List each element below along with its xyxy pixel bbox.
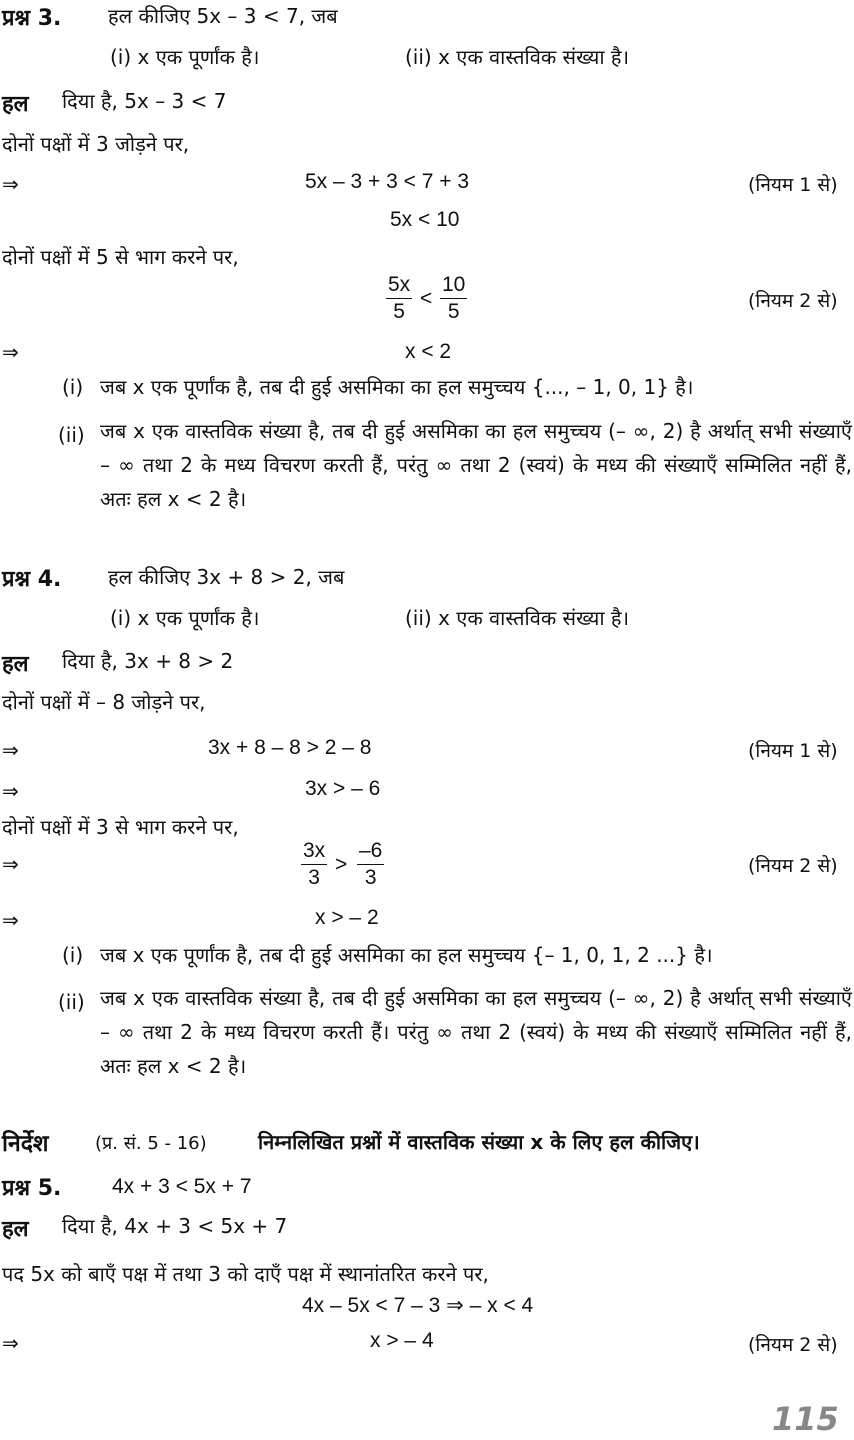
page-number: 115 bbox=[772, 1400, 839, 1438]
q3-equation-2: 5x < 10 bbox=[390, 208, 460, 231]
q4-step-1: दोनों पक्षों में – 8 जोड़ने पर, bbox=[2, 690, 206, 714]
q3-result-1-num: (i) bbox=[62, 375, 84, 399]
q5-equation-2: x > – 4 bbox=[370, 1329, 434, 1352]
q4-option-2: (ii) x एक वास्तविक संख्या है। bbox=[405, 606, 630, 630]
q3-fraction-left-denominator: 5 bbox=[393, 300, 405, 323]
q3-equation-1: 5x – 3 + 3 < 7 + 3 bbox=[305, 170, 470, 193]
q3-result-2-text: जब x एक वास्तविक संख्या है, तब दी हुई असमिका का हल समुच्चय (– ∞, 2) है अर्थात् सभी संख्याएँ – ∞ तथा 2 के मध्य विचरण करती हैं, परंतु ∞ तथा 2 (स्वयं) के मध्य की संख्याएँ सम्मिलित नहीं हैं, अतः हल x < 2 है। bbox=[100, 419, 852, 511]
q3-title: प्रश्न 3. bbox=[2, 6, 62, 31]
q4-title: प्रश्न 4. bbox=[2, 567, 62, 592]
q4-fraction-left-denominator: 3 bbox=[308, 866, 320, 889]
q5-rule: (नियम 2 से) bbox=[748, 1334, 838, 1356]
q4-result-2-num: (ii) bbox=[58, 990, 85, 1014]
q4-equation-1: 3x + 8 – 8 > 2 – 8 bbox=[208, 736, 372, 759]
q4-equation-3: x > – 2 bbox=[315, 906, 379, 929]
q5-solution-label: हल bbox=[2, 1217, 29, 1242]
q3-result-1-text: जब x एक पूर्णांक है, तब दी हुई असमिका का हल समुच्चय {..., – 1, 0, 1} है। bbox=[100, 375, 694, 399]
implies-arrow: ⇒ bbox=[2, 738, 19, 762]
q4-fraction-right-numerator: –6 bbox=[357, 838, 384, 865]
q3-fraction-right-denominator: 5 bbox=[447, 300, 460, 323]
q3-option-1: (i) x एक पूर्णांक है। bbox=[110, 45, 260, 69]
implies-arrow: ⇒ bbox=[2, 1331, 19, 1355]
q4-fraction-left-numerator: 3x bbox=[301, 838, 327, 865]
q4-statement: हल कीजिए 3x + 8 > 2, जब bbox=[108, 565, 345, 589]
implies-arrow: ⇒ bbox=[2, 779, 19, 803]
q5-step-1: पद 5x को बाएँ पक्ष में तथा 3 को दाएँ पक्ष में स्थानांतरित करने पर, bbox=[2, 1262, 489, 1286]
q4-solution-label: हल bbox=[2, 652, 29, 677]
q3-fraction-left-numerator: 5x bbox=[386, 272, 412, 299]
q3-solution-label: हल bbox=[2, 92, 29, 117]
q5-equation-1: 4x – 5x < 7 – 3 ⇒ – x < 4 bbox=[302, 1294, 534, 1317]
q4-rule-2: (नियम 2 से) bbox=[748, 855, 838, 877]
directive-text: निम्नलिखित प्रश्नों में वास्तविक संख्या x के लिए हल कीजिए। bbox=[258, 1130, 700, 1154]
q3-step-2: दोनों पक्षों में 5 से भाग करने पर, bbox=[2, 245, 239, 269]
q4-fraction-left bbox=[301, 838, 327, 891]
implies-arrow: ⇒ bbox=[2, 340, 19, 364]
q5-given: दिया है, 4x + 3 < 5x + 7 bbox=[62, 1214, 288, 1238]
directive-range: (प्र. सं. 5 - 16) bbox=[95, 1133, 207, 1154]
implies-arrow: ⇒ bbox=[2, 852, 19, 876]
q4-result-2-text: जब x एक वास्तविक संख्या है, तब दी हुई असमिका का हल समुच्चय (– ∞, 2) है अर्थात् सभी संख्याएँ – ∞ तथा 2 के मध्य विचरण करती हैं। परंतु ∞ तथा 2 (स्वयं) के मध्य की संख्याएँ सम्मिलित नहीं हैं, अतः हल x < 2 है। bbox=[100, 986, 852, 1078]
q3-relation: < bbox=[420, 287, 433, 310]
q5-statement: 4x + 3 < 5x + 7 bbox=[112, 1175, 252, 1198]
q4-step-2: दोनों पक्षों में 3 से भाग करने पर, bbox=[2, 815, 239, 839]
q3-fraction-right-numerator: 10 bbox=[440, 272, 467, 299]
implies-arrow: ⇒ bbox=[2, 908, 19, 932]
q3-option-2: (ii) x एक वास्तविक संख्या है। bbox=[405, 45, 630, 69]
implies-arrow: ⇒ bbox=[2, 172, 19, 196]
q3-step-1: दोनों पक्षों में 3 जोड़ने पर, bbox=[2, 132, 190, 156]
q4-relation: > bbox=[335, 853, 348, 876]
q4-option-1: (i) x एक पूर्णांक है। bbox=[110, 606, 260, 630]
q3-result-2-num: (ii) bbox=[58, 423, 85, 447]
q3-fraction-right bbox=[440, 272, 467, 325]
q3-rule-2: (नियम 2 से) bbox=[748, 290, 838, 312]
q4-result-1-text: जब x एक पूर्णांक है, तब दी हुई असमिका का हल समुच्चय {– 1, 0, 1, 2 ...} है। bbox=[100, 943, 713, 967]
q3-fraction-left bbox=[386, 272, 412, 325]
q4-result-1-num: (i) bbox=[62, 943, 84, 967]
q3-statement: हल कीजिए 5x – 3 < 7, जब bbox=[108, 4, 338, 28]
q4-equation-2: 3x > – 6 bbox=[305, 777, 381, 800]
q3-given: दिया है, 5x – 3 < 7 bbox=[62, 89, 227, 113]
q3-equation-3: x < 2 bbox=[405, 340, 452, 363]
q4-given: दिया है, 3x + 8 > 2 bbox=[62, 649, 234, 673]
q4-fraction-right-denominator: 3 bbox=[364, 866, 377, 889]
q4-rule-1: (नियम 1 से) bbox=[748, 740, 838, 762]
q4-fraction-right bbox=[357, 838, 384, 891]
q3-rule-1: (नियम 1 से) bbox=[748, 174, 838, 196]
directive-label: निर्देश bbox=[2, 1131, 49, 1157]
q5-title: प्रश्न 5. bbox=[2, 1176, 62, 1201]
